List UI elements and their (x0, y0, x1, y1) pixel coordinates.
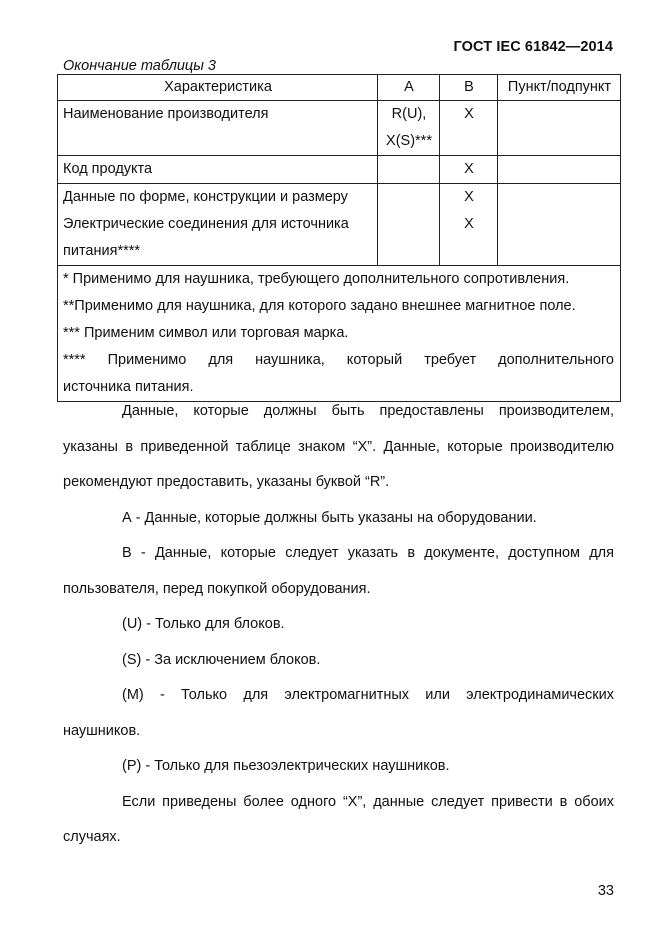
table-notes (58, 266, 621, 402)
row-a-cell (378, 101, 440, 156)
row-ref-value (498, 101, 621, 156)
body-paragraph: (M) - Только для электромагнитных или электродинамических наушников. (63, 687, 614, 739)
row-b-value: X (440, 101, 498, 156)
page-number: 33 (597, 883, 614, 899)
table-note: **Применимо для наушника, для которого задано внешнее магнитное поле. (63, 298, 576, 314)
column-header: Пункт/подпункт (498, 75, 621, 101)
table-note: *** Применим символ или торговая марка. (63, 325, 349, 341)
body-paragraph: Если приведены более одного “X”, данные следует привести в обоих случаях. (63, 793, 614, 845)
body-paragraph: Данные, которые должны быть предоставлены производителем, указаны в приведенной таблице знаком “X”. Данные, которые производителю рекомендуют предоставить, указаны буквой “R”. (63, 403, 614, 490)
table-note: * Применимо для наушника, требующего дополнительного сопротивления. (63, 271, 570, 287)
row-name: Наименование производителя (58, 101, 378, 156)
column-header: B (440, 75, 498, 101)
row-b-cell (440, 184, 498, 266)
row-name-line: Электрические соединения для источника (63, 216, 349, 232)
table-header-row (58, 75, 621, 101)
column-header: A (378, 75, 440, 101)
row-a-value-line: X(S)*** (386, 133, 432, 149)
row-name: Код продукта (58, 156, 378, 184)
row-name-line: питания**** (63, 243, 141, 259)
row-ref-value (498, 156, 621, 184)
body-text (63, 394, 614, 856)
row-name-cell (58, 184, 378, 266)
table-row (58, 184, 621, 266)
body-paragraph: (S) - За исключением блоков. (122, 651, 321, 668)
row-a-value (378, 156, 440, 184)
table-row (58, 156, 621, 184)
row-ref-value (498, 184, 621, 266)
column-header: Характеристика (58, 75, 378, 101)
row-a-value-line: R(U), (391, 106, 427, 122)
row-b-value-line: X (464, 189, 474, 205)
table-notes-row (58, 266, 621, 402)
body-paragraph: В - Данные, которые следует указать в документе, доступном для пользователя, перед покупкой оборудования. (63, 545, 614, 597)
standard-header: ГОСТ IEC 61842—2014 (453, 39, 613, 55)
row-b-value: X (440, 156, 498, 184)
row-b-value-line: X (464, 216, 474, 232)
spec-table (57, 74, 621, 402)
body-paragraph: (U) - Только для блоков. (122, 616, 285, 632)
body-paragraph: (P) - Только для пьезоэлектрических наушников. (122, 758, 450, 774)
table-note: **** Применимо для наушника, который требует дополнительного (63, 352, 614, 368)
row-name-line: Данные по форме, конструкции и размеру (63, 189, 348, 205)
table-row (58, 101, 621, 156)
table-caption: Окончание таблицы 3 (63, 58, 216, 74)
table-note: источника питания. (63, 379, 194, 395)
body-paragraph: А - Данные, которые должны быть указаны на оборудовании. (122, 509, 537, 526)
row-a-value (378, 184, 440, 266)
